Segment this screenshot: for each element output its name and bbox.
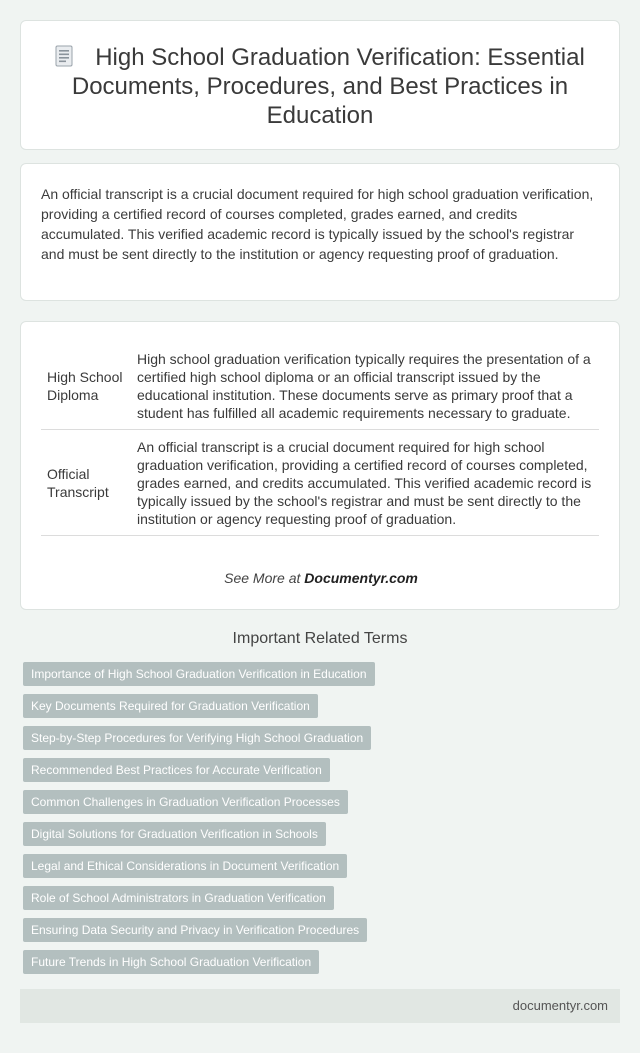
see-more-link[interactable]: Documentyr.com [304,570,418,586]
page-title-text: High School Graduation Verification: Essential Documents, Procedures, and Best Practices in Education [71,44,585,129]
table-row [41,342,599,430]
row-label: Official Transcript [41,430,131,536]
see-more-prefix: See More at [224,570,305,586]
intro-text: An official transcript is a crucial document required for high school graduation verification, providing a certified record of courses completed, grades earned, and credits accumulated. This verified academic record is typically issued by the school's registrar and must be sent directly to the institution or agency requesting proof of graduation. [41,186,594,262]
related-term-tag[interactable]: Legal and Ethical Considerations in Document Verification [23,854,347,878]
table-row [41,430,599,536]
title-card [20,20,620,150]
related-term-tag[interactable]: Importance of High School Graduation Verification in Education [23,662,375,686]
row-description: An official transcript is a crucial document required for high school graduation verification, providing a certified record of courses completed, grades earned, and credits accumulated. This verified academic record is typically issued by the school's registrar and must be sent directly to the institution or agency requesting proof of graduation. [131,430,599,536]
details-table [41,342,599,536]
related-term-tag[interactable]: Common Challenges in Graduation Verification Processes [23,790,348,814]
page-title [45,43,595,130]
related-term-tag[interactable]: Digital Solutions for Graduation Verification in Schools [23,822,326,846]
related-term-tag[interactable]: Step-by-Step Procedures for Verifying High School Graduation [23,726,371,750]
related-term-tag[interactable]: Role of School Administrators in Graduation Verification [23,886,334,910]
footer [20,989,620,1023]
related-terms-list [23,662,623,982]
document-icon [55,45,73,67]
related-term-tag[interactable]: Future Trends in High School Graduation Verification [23,950,319,974]
row-description: High school graduation verification typically requires the presentation of a certified high school diploma or an official transcript issued by the educational institution. These documents serve as primary proof that a student has fulfilled all academic requirements necessary to graduate. [131,342,599,430]
intro-card [20,163,620,301]
related-term-tag[interactable]: Recommended Best Practices for Accurate Verification [23,758,330,782]
related-term-tag[interactable]: Key Documents Required for Graduation Verification [23,694,318,718]
details-card [20,321,620,610]
related-terms-heading: Important Related Terms [232,630,408,647]
row-label: High School Diploma [41,342,131,430]
see-more-line [21,570,621,586]
footer-site-link[interactable]: documentyr.com [512,998,608,1013]
related-term-tag[interactable]: Ensuring Data Security and Privacy in Verification Procedures [23,918,367,942]
